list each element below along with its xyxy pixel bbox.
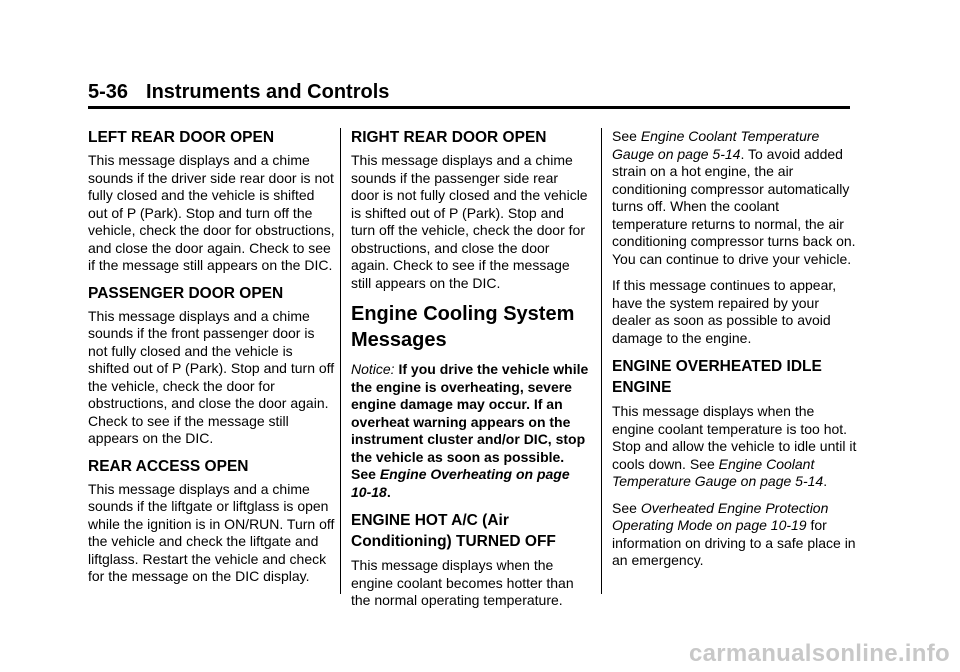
chapter-title: Instruments and Controls [146, 81, 390, 103]
section-heading: RIGHT REAR DOOR OPEN [351, 129, 547, 146]
section-title: Engine Cooling System Messages [351, 303, 575, 351]
see-text: See [612, 499, 637, 516]
column-divider [340, 128, 341, 594]
page-header [88, 80, 850, 109]
cross-reference-link[interactable]: Engine Overheating on page 10-18 [351, 466, 570, 500]
body-paragraph: This message displays and a chime sounds if the liftgate or liftglass is open while the ignition is in ON/RUN. Turn off the vehicle and check the liftgate and liftglass. Restart the vehicle and check for the message on the DIC display. [88, 480, 335, 584]
column-middle [351, 128, 589, 619]
page-number: 5-36 [88, 81, 129, 103]
body-paragraph [612, 403, 858, 491]
body-text: This message displays when the engine coolant temperature is too hot. Stop and allow the vehicle to idle until it cools down. See [612, 403, 857, 472]
cross-reference-link[interactable]: Engine Coolant Temperature Gauge on page 5-14 [612, 455, 824, 489]
notice-paragraph [351, 361, 589, 501]
section-heading: LEFT REAR DOOR OPEN [88, 129, 275, 146]
body-paragraph: This message displays and a chime sounds if the passenger side rear door is not fully closed and the vehicle is shifted out of P (Park). Stop and turn off the vehicle, check the door for obstructions, and close the door again. Check to see if the message still appears on the DIC. [351, 152, 588, 291]
cross-reference-link[interactable]: Overheated Engine Protection Operating Mode on page 10-19 [612, 499, 829, 533]
body-paragraph: If this message continues to appear, have the system repaired by your dealer as soon as possible to avoid damage to the engine. [612, 277, 837, 346]
body-paragraph: This message displays when the engine coolant becomes hotter than the normal operating temperature. [351, 557, 574, 608]
body-paragraph: This message displays and a chime sounds if the front passenger door is not fully closed and the vehicle is shifted out of P (Park). Stop and turn off the vehicle, check the door for obstructions, and close the door again. Check to see if the message still appears on the DIC. [88, 307, 335, 446]
section-heading: ENGINE HOT A/C (Air Conditioning) TURNED OFF [351, 512, 556, 550]
notice-label: Notice: [351, 361, 395, 377]
body-paragraph [612, 500, 858, 570]
punctuation: . [823, 473, 828, 489]
body-text: . To avoid added strain on a hot engine, the air conditioning compressor automatically turns off. When the coolant temperature returns to normal, the air conditioning compressor turns back on. You can continue to drive your vehicle. [612, 145, 856, 267]
section-heading: PASSENGER DOOR OPEN [88, 284, 284, 302]
body-text: for information on driving to a safe place in an emergency. [612, 517, 856, 568]
column-right [612, 128, 858, 579]
section-heading: ENGINE OVERHEATED IDLE ENGINE [612, 358, 822, 396]
see-text: See [612, 128, 637, 144]
body-paragraph: This message displays and a chime sounds if the driver side rear door is not fully closed and the vehicle is shifted out of P (Park). Stop and turn off the vehicle, check the door for obstructions, and close the door again. Check to see if the message still appears on the DIC. [88, 152, 335, 273]
column-left [88, 128, 335, 595]
cross-reference-link[interactable]: Engine Coolant Temperature Gauge on page 5-14 [612, 128, 820, 162]
watermark: carmanualsonline.info [688, 640, 950, 667]
body-paragraph [612, 128, 858, 268]
notice-text: If you drive the vehicle while the engine is overheating, severe engine damage may occur. If an overheat warning appears on the instrument cluster and/or DIC, stop the vehicle as soon as possible. See [351, 361, 589, 482]
section-heading: REAR ACCESS OPEN [88, 457, 249, 475]
column-divider [601, 128, 602, 594]
punctuation: . [386, 483, 391, 500]
